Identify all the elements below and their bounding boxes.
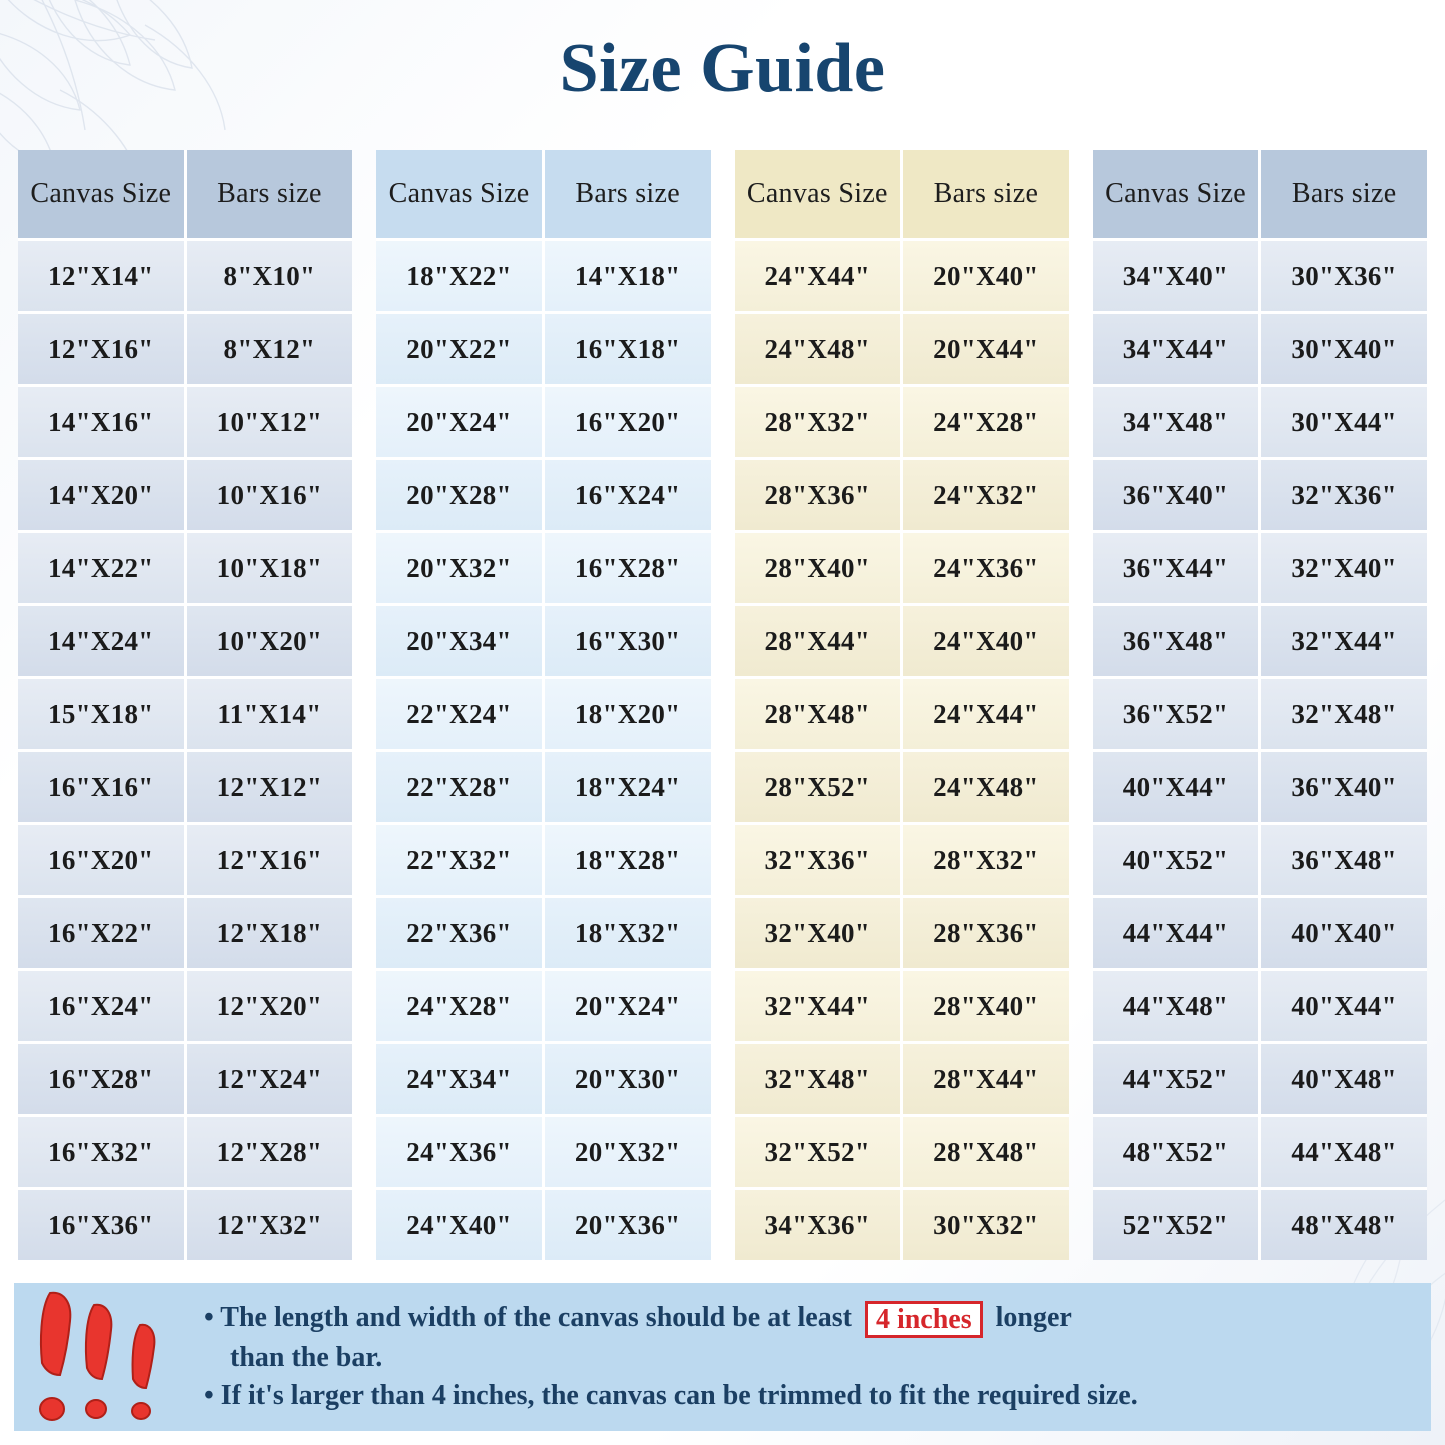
table-row (376, 603, 710, 676)
cell-bars-size: 32"X48" (1258, 676, 1427, 749)
notice-line-1 (204, 1300, 1417, 1338)
table-row (735, 311, 1069, 384)
cell-bars-size: 18"X24" (542, 749, 711, 822)
cell-canvas-size: 14"X24" (18, 603, 184, 676)
table-row (376, 968, 710, 1041)
table-row (1093, 749, 1427, 822)
cell-bars-size: 24"X48" (900, 749, 1069, 822)
cell-bars-size: 16"X28" (542, 530, 711, 603)
cell-bars-size: 30"X40" (1258, 311, 1427, 384)
cell-canvas-size: 28"X52" (735, 749, 901, 822)
column-header-bars-size: Bars size (542, 150, 711, 238)
cell-bars-size: 32"X36" (1258, 457, 1427, 530)
cell-canvas-size: 24"X36" (376, 1114, 542, 1187)
cell-bars-size: 30"X44" (1258, 384, 1427, 457)
column-header-bars-size: Bars size (900, 150, 1069, 238)
cell-canvas-size: 40"X44" (1093, 749, 1259, 822)
cell-bars-size: 20"X44" (900, 311, 1069, 384)
cell-bars-size: 40"X48" (1258, 1041, 1427, 1114)
column-header-canvas-size: Canvas Size (735, 150, 901, 238)
cell-bars-size: 18"X32" (542, 895, 711, 968)
table-row (1093, 1041, 1427, 1114)
table-row (735, 603, 1069, 676)
table-row (18, 676, 352, 749)
cell-canvas-size: 24"X40" (376, 1187, 542, 1260)
cell-bars-size: 24"X36" (900, 530, 1069, 603)
size-tables-container (18, 150, 1427, 1260)
cell-canvas-size: 18"X22" (376, 238, 542, 311)
cell-canvas-size: 16"X28" (18, 1041, 184, 1114)
cell-bars-size: 36"X48" (1258, 822, 1427, 895)
cell-canvas-size: 14"X22" (18, 530, 184, 603)
cell-canvas-size: 28"X44" (735, 603, 901, 676)
table-row (376, 1041, 710, 1114)
cell-bars-size: 12"X32" (184, 1187, 353, 1260)
cell-bars-size: 12"X20" (184, 968, 353, 1041)
highlight-4-inches: 4 inches (865, 1301, 983, 1338)
cell-canvas-size: 12"X14" (18, 238, 184, 311)
cell-bars-size: 10"X16" (184, 457, 353, 530)
cell-canvas-size: 32"X40" (735, 895, 901, 968)
table-row (376, 895, 710, 968)
cell-bars-size: 24"X32" (900, 457, 1069, 530)
table-row (1093, 968, 1427, 1041)
cell-bars-size: 20"X32" (542, 1114, 711, 1187)
cell-bars-size: 10"X12" (184, 384, 353, 457)
table-row (1093, 311, 1427, 384)
table-row (1093, 1114, 1427, 1187)
size-table-1 (18, 150, 352, 1260)
table-header-row (376, 150, 710, 238)
cell-bars-size: 40"X40" (1258, 895, 1427, 968)
cell-canvas-size: 24"X44" (735, 238, 901, 311)
cell-canvas-size: 34"X36" (735, 1187, 901, 1260)
cell-canvas-size: 36"X40" (1093, 457, 1259, 530)
table-row (735, 1187, 1069, 1260)
cell-canvas-size: 14"X16" (18, 384, 184, 457)
table-row (735, 530, 1069, 603)
cell-canvas-size: 22"X36" (376, 895, 542, 968)
cell-canvas-size: 20"X34" (376, 603, 542, 676)
cell-canvas-size: 36"X52" (1093, 676, 1259, 749)
cell-bars-size: 20"X30" (542, 1041, 711, 1114)
cell-bars-size: 16"X20" (542, 384, 711, 457)
table-row (18, 384, 352, 457)
table-row (1093, 676, 1427, 749)
cell-bars-size: 18"X20" (542, 676, 711, 749)
size-table-4 (1093, 150, 1427, 1260)
cell-canvas-size: 28"X32" (735, 384, 901, 457)
cell-canvas-size: 32"X44" (735, 968, 901, 1041)
cell-bars-size: 28"X40" (900, 968, 1069, 1041)
cell-canvas-size: 16"X24" (18, 968, 184, 1041)
cell-canvas-size: 16"X32" (18, 1114, 184, 1187)
table-row (735, 822, 1069, 895)
table-row (18, 822, 352, 895)
table-row (735, 1041, 1069, 1114)
cell-canvas-size: 20"X24" (376, 384, 542, 457)
table-row (735, 895, 1069, 968)
table-row (735, 384, 1069, 457)
cell-bars-size: 12"X12" (184, 749, 353, 822)
cell-canvas-size: 28"X40" (735, 530, 901, 603)
cell-canvas-size: 36"X48" (1093, 603, 1259, 676)
page-title: Size Guide (559, 30, 886, 107)
cell-canvas-size: 32"X48" (735, 1041, 901, 1114)
table-row (18, 1114, 352, 1187)
cell-bars-size: 36"X40" (1258, 749, 1427, 822)
table-row (1093, 603, 1427, 676)
cell-bars-size: 10"X18" (184, 530, 353, 603)
table-row (1093, 238, 1427, 311)
table-row (18, 457, 352, 530)
table-row (376, 1187, 710, 1260)
column-header-bars-size: Bars size (1258, 150, 1427, 238)
table-row (735, 1114, 1069, 1187)
cell-bars-size: 24"X44" (900, 676, 1069, 749)
table-row (1093, 457, 1427, 530)
notice-text (196, 1298, 1417, 1416)
cell-bars-size: 30"X36" (1258, 238, 1427, 311)
table-row (1093, 895, 1427, 968)
cell-canvas-size: 16"X16" (18, 749, 184, 822)
column-header-canvas-size: Canvas Size (376, 150, 542, 238)
table-header-row (735, 150, 1069, 238)
cell-bars-size: 16"X18" (542, 311, 711, 384)
table-row (376, 530, 710, 603)
cell-bars-size: 40"X44" (1258, 968, 1427, 1041)
size-table-3 (735, 150, 1069, 1260)
column-header-bars-size: Bars size (184, 150, 353, 238)
cell-bars-size: 8"X12" (184, 311, 353, 384)
table-header-row (1093, 150, 1427, 238)
cell-bars-size: 10"X20" (184, 603, 353, 676)
cell-bars-size: 20"X36" (542, 1187, 711, 1260)
cell-bars-size: 48"X48" (1258, 1187, 1427, 1260)
cell-bars-size: 32"X44" (1258, 603, 1427, 676)
cell-canvas-size: 28"X36" (735, 457, 901, 530)
table-row (1093, 384, 1427, 457)
cell-bars-size: 14"X18" (542, 238, 711, 311)
table-row (376, 749, 710, 822)
cell-bars-size: 28"X44" (900, 1041, 1069, 1114)
cell-bars-size: 24"X40" (900, 603, 1069, 676)
table-row (735, 749, 1069, 822)
cell-canvas-size: 20"X22" (376, 311, 542, 384)
table-row (18, 968, 352, 1041)
cell-bars-size: 28"X48" (900, 1114, 1069, 1187)
cell-bars-size: 12"X18" (184, 895, 353, 968)
cell-canvas-size: 22"X24" (376, 676, 542, 749)
table-row (18, 238, 352, 311)
cell-canvas-size: 44"X52" (1093, 1041, 1259, 1114)
table-row (18, 530, 352, 603)
cell-bars-size: 30"X32" (900, 1187, 1069, 1260)
cell-canvas-size: 28"X48" (735, 676, 901, 749)
table-row (18, 1187, 352, 1260)
notice-line-2: • If it's larger than 4 inches, the canvas can be trimmed to fit the required size. (204, 1380, 1138, 1412)
cell-canvas-size: 32"X36" (735, 822, 901, 895)
table-row (376, 457, 710, 530)
cell-canvas-size: 44"X48" (1093, 968, 1259, 1041)
cell-canvas-size: 15"X18" (18, 676, 184, 749)
cell-bars-size: 20"X40" (900, 238, 1069, 311)
table-row (18, 603, 352, 676)
cell-canvas-size: 52"X52" (1093, 1187, 1259, 1260)
cell-bars-size: 11"X14" (184, 676, 353, 749)
cell-bars-size: 32"X40" (1258, 530, 1427, 603)
cell-canvas-size: 34"X48" (1093, 384, 1259, 457)
cell-canvas-size: 24"X28" (376, 968, 542, 1041)
cell-bars-size: 16"X24" (542, 457, 711, 530)
table-row (18, 895, 352, 968)
cell-canvas-size: 24"X48" (735, 311, 901, 384)
notice-line-1-continued: than the bar. (230, 1342, 383, 1374)
cell-canvas-size: 12"X16" (18, 311, 184, 384)
cell-canvas-size: 20"X32" (376, 530, 542, 603)
cell-bars-size: 8"X10" (184, 238, 353, 311)
cell-canvas-size: 16"X36" (18, 1187, 184, 1260)
table-row (1093, 1187, 1427, 1260)
notice-banner (14, 1283, 1431, 1431)
cell-bars-size: 12"X24" (184, 1041, 353, 1114)
exclamation-marks-icon (28, 1287, 196, 1427)
table-row (18, 311, 352, 384)
table-row (376, 822, 710, 895)
table-row (1093, 530, 1427, 603)
cell-canvas-size: 40"X52" (1093, 822, 1259, 895)
column-header-canvas-size: Canvas Size (1093, 150, 1259, 238)
table-row (735, 457, 1069, 530)
cell-canvas-size: 34"X44" (1093, 311, 1259, 384)
table-row (735, 968, 1069, 1041)
table-row (735, 238, 1069, 311)
cell-bars-size: 44"X48" (1258, 1114, 1427, 1187)
size-table-2 (376, 150, 710, 1260)
table-row (376, 676, 710, 749)
cell-canvas-size: 44"X44" (1093, 895, 1259, 968)
cell-bars-size: 20"X24" (542, 968, 711, 1041)
cell-bars-size: 16"X30" (542, 603, 711, 676)
table-header-row (18, 150, 352, 238)
cell-canvas-size: 20"X28" (376, 457, 542, 530)
cell-canvas-size: 34"X40" (1093, 238, 1259, 311)
cell-canvas-size: 24"X34" (376, 1041, 542, 1114)
cell-bars-size: 12"X28" (184, 1114, 353, 1187)
table-row (18, 1041, 352, 1114)
table-row (735, 676, 1069, 749)
table-row (376, 1114, 710, 1187)
table-row (376, 311, 710, 384)
table-row (18, 749, 352, 822)
table-row (376, 238, 710, 311)
cell-canvas-size: 14"X20" (18, 457, 184, 530)
cell-bars-size: 28"X36" (900, 895, 1069, 968)
cell-canvas-size: 16"X22" (18, 895, 184, 968)
cell-canvas-size: 22"X32" (376, 822, 542, 895)
cell-canvas-size: 16"X20" (18, 822, 184, 895)
cell-canvas-size: 48"X52" (1093, 1114, 1259, 1187)
cell-bars-size: 28"X32" (900, 822, 1069, 895)
column-header-canvas-size: Canvas Size (18, 150, 184, 238)
cell-canvas-size: 22"X28" (376, 749, 542, 822)
cell-bars-size: 24"X28" (900, 384, 1069, 457)
cell-bars-size: 12"X16" (184, 822, 353, 895)
cell-bars-size: 18"X28" (542, 822, 711, 895)
table-row (376, 384, 710, 457)
table-row (1093, 822, 1427, 895)
cell-canvas-size: 36"X44" (1093, 530, 1259, 603)
notice-line-1-part-b: longer (995, 1301, 1072, 1333)
notice-line-1-part-a: • The length and width of the canvas should be at least (204, 1301, 852, 1333)
cell-canvas-size: 32"X52" (735, 1114, 901, 1187)
